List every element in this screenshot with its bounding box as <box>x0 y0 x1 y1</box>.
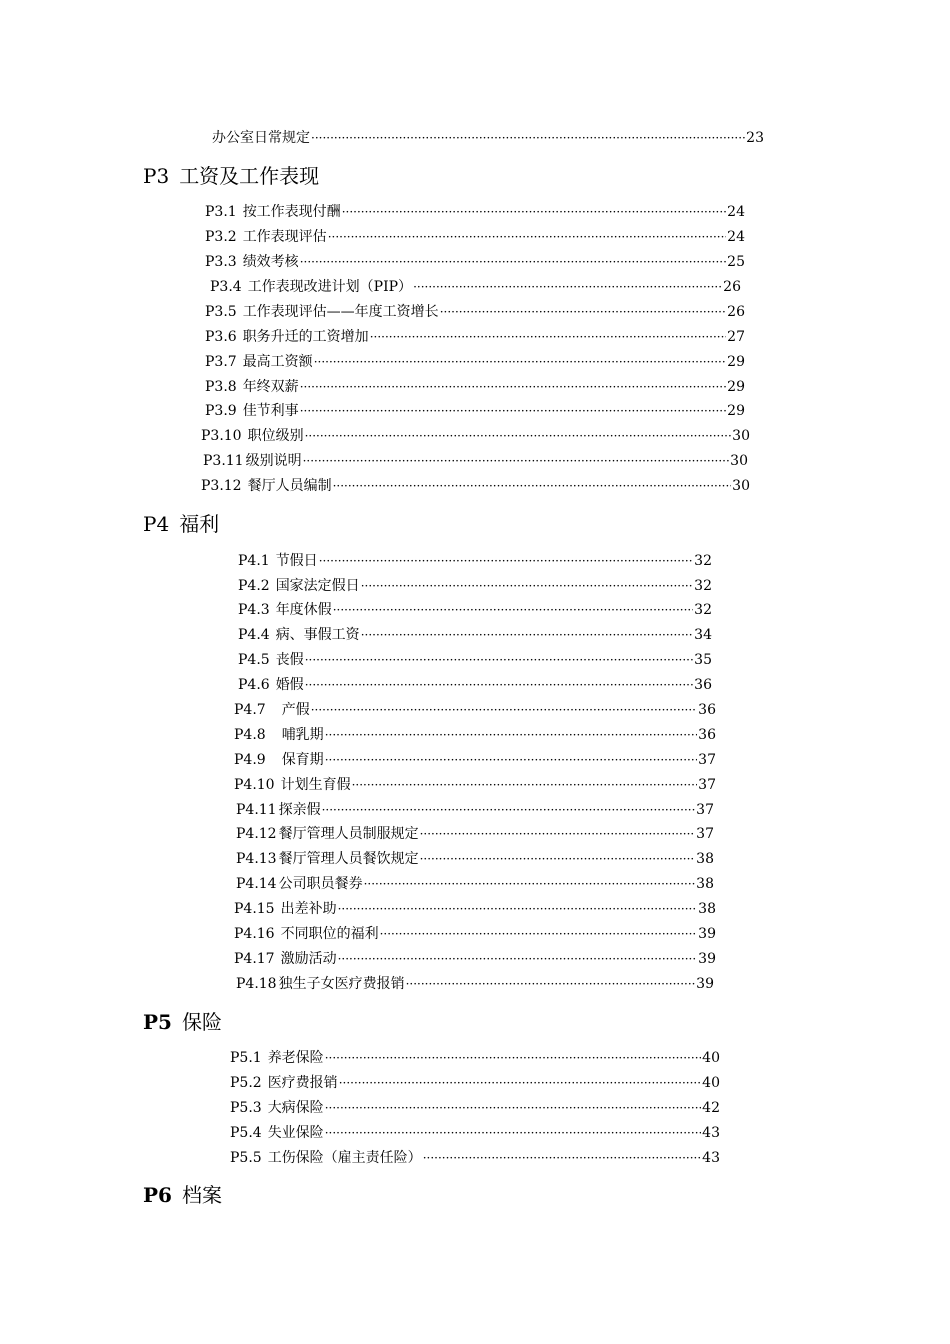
toc-entry-title: 餐厅管理人员制服规定 <box>278 826 419 842</box>
dot-leader <box>305 676 693 694</box>
toc-entry-code: P4.12 <box>236 826 277 842</box>
toc-entry-title: 办公室日常规定 <box>212 130 310 146</box>
toc-entry[interactable] <box>234 925 716 943</box>
toc-entry[interactable] <box>230 1049 720 1067</box>
dot-leader <box>322 801 696 819</box>
toc-entry[interactable] <box>236 801 714 819</box>
toc-entry[interactable] <box>201 427 750 445</box>
toc-entry[interactable] <box>238 676 712 694</box>
toc-entry-page: 43 <box>702 1150 720 1166</box>
dot-leader <box>325 1049 701 1067</box>
toc-entry-title: 哺乳期 <box>281 727 324 743</box>
toc-entry-code: P5.1 <box>230 1050 262 1066</box>
section-title: 保险 <box>181 1010 222 1034</box>
section-title: 福利 <box>179 512 220 536</box>
toc-entry[interactable] <box>238 626 712 644</box>
toc-entry-title: 大病保险 <box>267 1100 324 1116</box>
toc-entry[interactable] <box>236 850 714 868</box>
toc-entry-page: 35 <box>694 652 712 668</box>
toc-entry-code: P4.9 <box>234 752 266 768</box>
toc-entry[interactable] <box>238 651 712 669</box>
dot-leader <box>325 1124 701 1142</box>
dot-leader <box>305 427 732 445</box>
toc-entry[interactable] <box>234 776 716 794</box>
dot-leader <box>413 278 722 296</box>
toc-entry-page: 30 <box>732 428 750 444</box>
toc-entry-code: P4.6 <box>238 677 270 693</box>
toc-entry-code: P5.3 <box>230 1100 262 1116</box>
toc-entry-title: 佳节利事 <box>242 403 299 419</box>
dot-leader <box>300 402 726 420</box>
toc-entry-page: 36 <box>694 677 712 693</box>
dot-leader <box>352 776 698 794</box>
dot-leader <box>338 950 698 968</box>
toc-entry-code: P4.5 <box>238 652 270 668</box>
toc-entry-code: P4.1 <box>238 553 270 569</box>
toc-entry-page: 40 <box>702 1050 720 1066</box>
dot-leader <box>328 228 726 246</box>
section-heading-p5[interactable] <box>143 1010 222 1034</box>
toc-entry-title: 养老保险 <box>267 1050 324 1066</box>
toc-entry-code: P4.16 <box>234 926 275 942</box>
dot-leader <box>361 626 693 644</box>
dot-leader <box>333 601 693 619</box>
toc-entry-code: P3.7 <box>205 354 237 370</box>
toc-entry[interactable] <box>230 1074 720 1092</box>
toc-entry-code: P4.3 <box>238 602 270 618</box>
toc-entry-code: P3.11 <box>203 453 244 469</box>
section-heading-p6[interactable] <box>143 1183 222 1207</box>
toc-entry-code: P3.10 <box>201 428 242 444</box>
toc-entry-title: 医疗费报销 <box>267 1075 338 1091</box>
toc-entry-code: P4.11 <box>236 802 277 818</box>
dot-leader <box>303 452 730 470</box>
toc-entry-page: 39 <box>698 926 716 942</box>
section-title: 档案 <box>181 1183 222 1207</box>
toc-entry-title: 计划生育假 <box>280 777 351 793</box>
dot-leader <box>305 651 693 669</box>
section-code: P5 <box>143 1010 172 1034</box>
toc-entry-page: 37 <box>698 777 716 793</box>
dot-leader <box>440 303 726 321</box>
dot-leader <box>325 726 697 744</box>
toc-entry-page: 26 <box>723 279 741 295</box>
toc-entry-page: 37 <box>696 826 714 842</box>
section-heading-p4[interactable] <box>143 512 219 536</box>
toc-entry-page: 39 <box>696 976 714 992</box>
toc-entry[interactable] <box>238 577 712 595</box>
toc-entry-title: 婚假 <box>275 677 304 693</box>
toc-entry-title: 最高工资额 <box>242 354 313 370</box>
toc-entry-code: P5.4 <box>230 1125 262 1141</box>
toc-entry-page: 38 <box>698 901 716 917</box>
dot-leader <box>325 1099 701 1117</box>
toc-entry-page: 36 <box>698 702 716 718</box>
toc-entry-title: 出差补助 <box>280 901 337 917</box>
dot-leader <box>370 328 726 346</box>
toc-entry-code: P4.13 <box>236 851 277 867</box>
toc-entry-title: 年度休假 <box>275 602 332 618</box>
toc-entry[interactable] <box>201 477 750 495</box>
toc-entry-code: P4.4 <box>238 627 270 643</box>
toc-entry-title: 国家法定假日 <box>275 578 360 594</box>
toc-entry-code: P5.2 <box>230 1075 262 1091</box>
toc-entry-title: 餐厅管理人员餐饮规定 <box>278 851 419 867</box>
toc-entry-title: 绩效考核 <box>242 254 299 270</box>
toc-entry-title: 探亲假 <box>278 802 321 818</box>
toc-entry-title: 病、事假工资 <box>275 627 360 643</box>
toc-entry[interactable] <box>203 452 748 470</box>
toc-entry-title: 公司职员餐券 <box>278 876 363 892</box>
toc-entry[interactable] <box>205 203 745 221</box>
toc-entry[interactable] <box>230 1099 720 1117</box>
toc-entry-page: 40 <box>702 1075 720 1091</box>
toc-entry[interactable] <box>205 253 745 271</box>
toc-entry[interactable] <box>234 701 716 719</box>
toc-entry-code: P3.6 <box>205 329 237 345</box>
dot-leader <box>319 552 693 570</box>
toc-entry-page: 37 <box>696 802 714 818</box>
toc-entry-code: P3.8 <box>205 379 237 395</box>
toc-entry-page: 34 <box>694 627 712 643</box>
toc-entry-page: 39 <box>698 951 716 967</box>
toc-entry-code: P4.18 <box>236 976 277 992</box>
toc-entry-title: 失业保险 <box>267 1125 324 1141</box>
dot-leader <box>325 751 697 769</box>
toc-entry-code: P3.9 <box>205 403 237 419</box>
dot-leader <box>300 378 726 396</box>
toc-entry-page: 32 <box>694 602 712 618</box>
toc-entry[interactable] <box>205 303 745 321</box>
toc-entry-page: 43 <box>702 1125 720 1141</box>
toc-entry[interactable] <box>210 278 741 296</box>
dot-leader <box>423 1149 701 1167</box>
toc-entry[interactable] <box>205 328 745 346</box>
toc-entry-title: 职务升迁的工资增加 <box>242 329 369 345</box>
toc-entry-page: 26 <box>727 304 745 320</box>
dot-leader <box>314 353 726 371</box>
dot-leader <box>342 203 726 221</box>
dot-leader <box>364 875 696 893</box>
toc-entry-title: 按工作表现付酬 <box>242 204 341 220</box>
dot-leader <box>311 701 697 719</box>
toc-entry-title: 丧假 <box>275 652 304 668</box>
toc-entry-page: 23 <box>746 130 764 146</box>
toc-entry-title: 级别说明 <box>245 453 302 469</box>
toc-entry-page: 24 <box>727 229 745 245</box>
toc-entry-page: 30 <box>730 453 748 469</box>
toc-entry-title: 保育期 <box>281 752 324 768</box>
toc-entry-code: P3.4 <box>210 279 242 295</box>
toc-entry-page: 36 <box>698 727 716 743</box>
toc-entry-title: 不同职位的福利 <box>280 926 379 942</box>
toc-entry[interactable] <box>230 1124 720 1142</box>
toc-entry-title: 餐厅人员编制 <box>247 478 332 494</box>
toc-entry-title: 工作表现评估——年度工资增长 <box>242 304 439 320</box>
section-code: P6 <box>143 1183 172 1207</box>
toc-entry-code: P4.14 <box>236 876 277 892</box>
toc-entry-page: 37 <box>698 752 716 768</box>
toc-entry-title: 节假日 <box>275 553 318 569</box>
dot-leader <box>311 129 745 147</box>
toc-entry-code: P4.8 <box>234 727 266 743</box>
dot-leader <box>420 825 696 843</box>
toc-entry[interactable] <box>212 129 764 147</box>
dot-leader <box>361 577 693 595</box>
toc-entry[interactable] <box>205 353 745 371</box>
toc-entry-page: 38 <box>696 851 714 867</box>
toc-entry-title: 激励活动 <box>280 951 337 967</box>
dot-leader <box>420 850 696 868</box>
toc-entry[interactable] <box>234 751 716 769</box>
toc-entry-page: 29 <box>727 379 745 395</box>
toc-entry-title: 职位级别 <box>247 428 304 444</box>
section-title: 工资及工作表现 <box>179 164 320 188</box>
dot-leader <box>333 477 732 495</box>
toc-entry-page: 29 <box>727 354 745 370</box>
toc-entry[interactable] <box>238 601 712 619</box>
toc-entry-code: P3.5 <box>205 304 237 320</box>
toc-entry[interactable] <box>205 378 745 396</box>
dot-leader <box>300 253 726 271</box>
toc-entry-code: P4.2 <box>238 578 270 594</box>
toc-entry-page: 27 <box>727 329 745 345</box>
toc-entry-code: P3.2 <box>205 229 237 245</box>
toc-entry[interactable] <box>238 552 712 570</box>
toc-entry-code: P4.7 <box>234 702 266 718</box>
toc-entry[interactable] <box>236 875 714 893</box>
toc-entry-title: 工作表现评估 <box>242 229 327 245</box>
toc-entry-title: 独生子女医疗费报销 <box>278 976 405 992</box>
dot-leader <box>406 975 696 993</box>
toc-entry[interactable] <box>234 950 716 968</box>
toc-entry-code: P3.12 <box>201 478 242 494</box>
section-heading-p3[interactable] <box>143 164 319 188</box>
toc-entry[interactable] <box>205 228 745 246</box>
toc-entry-title: 年终双薪 <box>242 379 299 395</box>
dot-leader <box>339 1074 701 1092</box>
toc-entry-page: 30 <box>732 478 750 494</box>
toc-entry-title: 工作表现改进计划（PIP） <box>247 279 413 295</box>
toc-entry[interactable] <box>236 825 714 843</box>
section-code: P4 <box>143 512 170 536</box>
toc-entry[interactable] <box>205 402 745 420</box>
toc-entry-code: P4.15 <box>234 901 275 917</box>
dot-leader <box>380 925 698 943</box>
section-code: P3 <box>143 164 170 188</box>
dot-leader <box>338 900 698 918</box>
toc-entry-code: P4.17 <box>234 951 275 967</box>
toc-entry-title: 产假 <box>281 702 310 718</box>
toc-entry-code: P5.5 <box>230 1150 262 1166</box>
toc-entry-page: 29 <box>727 403 745 419</box>
toc-entry-page: 32 <box>694 578 712 594</box>
toc-entry-code: P3.1 <box>205 204 237 220</box>
toc-entry-page: 24 <box>727 204 745 220</box>
toc-entry-page: 25 <box>727 254 745 270</box>
toc-entry[interactable] <box>234 900 716 918</box>
toc-entry-page: 38 <box>696 876 714 892</box>
toc-entry-title: 工伤保险（雇主责任险） <box>267 1150 422 1166</box>
toc-entry-page: 42 <box>702 1100 720 1116</box>
toc-entry[interactable] <box>230 1149 720 1167</box>
toc-entry[interactable] <box>234 726 716 744</box>
toc-entry-code: P3.3 <box>205 254 237 270</box>
toc-entry[interactable] <box>236 975 714 993</box>
toc-entry-code: P4.10 <box>234 777 275 793</box>
toc-entry-page: 32 <box>694 553 712 569</box>
